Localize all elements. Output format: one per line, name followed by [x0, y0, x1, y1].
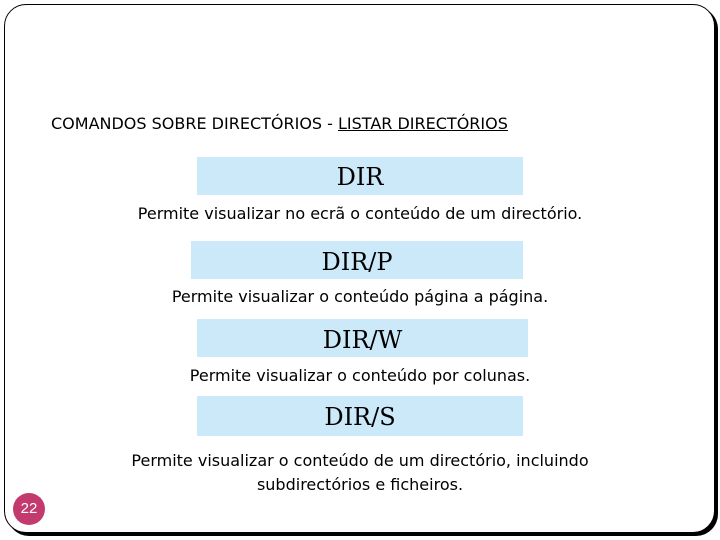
- page-number-badge: 22: [13, 493, 45, 525]
- command-box-dir-w: [197, 319, 528, 357]
- title-underlined: LISTAR DIRECTÓRIOS: [338, 114, 508, 133]
- command-description-dir: Permite visualizar no ecrã o conteúdo de um directório.: [137, 204, 583, 223]
- command-box-dir-s: [197, 396, 523, 436]
- command-box-dir: [197, 157, 523, 195]
- slide-title: [51, 114, 508, 133]
- command-name: DIR: [336, 163, 384, 191]
- command-description-dir-w: Permite visualizar o conteúdo por colunas.: [189, 366, 531, 385]
- command-box-dir-p: [191, 241, 523, 279]
- title-prefix: COMANDOS SOBRE DIRECTÓRIOS -: [51, 114, 339, 133]
- command-name: DIR/W: [322, 326, 403, 354]
- command-name: DIR/S: [324, 403, 396, 431]
- command-description-dir-p: Permite visualizar o conteúdo página a página.: [171, 287, 549, 306]
- command-description-dir-s-line2: subdirectórios e ficheiros.: [256, 475, 464, 494]
- command-name: DIR/P: [321, 248, 393, 276]
- command-description-dir-s-line1: Permite visualizar o conteúdo de um directório, incluindo: [131, 451, 589, 470]
